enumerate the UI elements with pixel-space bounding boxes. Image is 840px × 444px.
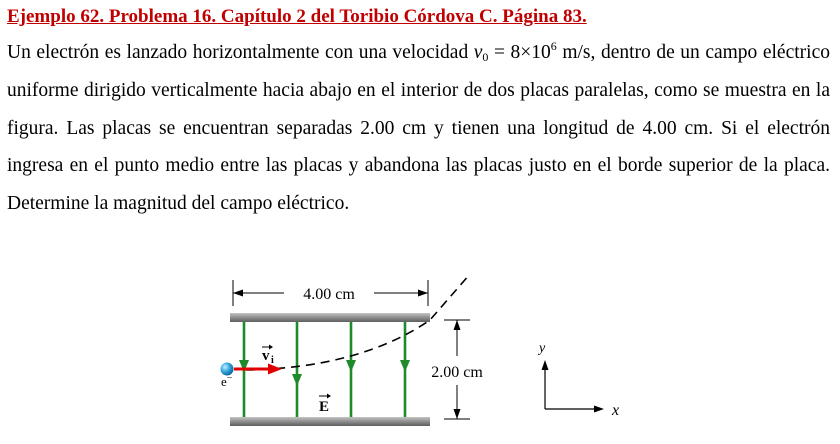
- length-label: 4.00 cm: [303, 286, 355, 303]
- velocity-label-letter: v: [262, 348, 270, 364]
- example-title: Ejemplo 62. Problema 16. Capítulo 2 del Toribio Córdova C. Página 83.: [7, 6, 587, 27]
- top-plate: [230, 313, 430, 322]
- field-line-4: [400, 322, 410, 418]
- velocity-symbol-subscript: 0: [482, 50, 489, 64]
- electron-label: e−: [221, 373, 233, 389]
- axis-x-label: x: [612, 402, 620, 419]
- text-velocity-value: = 8×10: [488, 42, 551, 63]
- axis-y-label: y: [539, 341, 546, 356]
- velocity-exponent: 6: [550, 39, 557, 53]
- text-after-value: m/s, dentro de un campo eléctrico uniforme dirigido verticalmente hacia abajo en el interior de dos placas paralelas, como se muestra en la figura. Las placas se encuentran separadas 2.00 cm y tienen una longitud de 4.00 cm. Si el electrón ingresa en el punto medio entre las placas y abandona las placas justo en el borde superior de la placa. Determine la magnitud del campo eléctrico.: [7, 42, 830, 215]
- velocity-label-subscript: i: [271, 355, 274, 366]
- field-line-2: [292, 322, 302, 418]
- separation-label: 2.00 cm: [431, 364, 483, 381]
- text-before-symbol: Un electrón es lanzado horizontalmente con una velocidad: [7, 42, 474, 63]
- length-dimension: [233, 280, 428, 306]
- velocity-label: [262, 345, 274, 367]
- bottom-plate: [230, 417, 430, 426]
- field-label: [319, 394, 331, 416]
- separation-dimension: [431, 320, 483, 419]
- coordinate-axes: [537, 341, 619, 419]
- field-line-3: [346, 322, 356, 418]
- svg-text:E: E: [319, 399, 330, 415]
- velocity-symbol-letter: v: [473, 42, 483, 63]
